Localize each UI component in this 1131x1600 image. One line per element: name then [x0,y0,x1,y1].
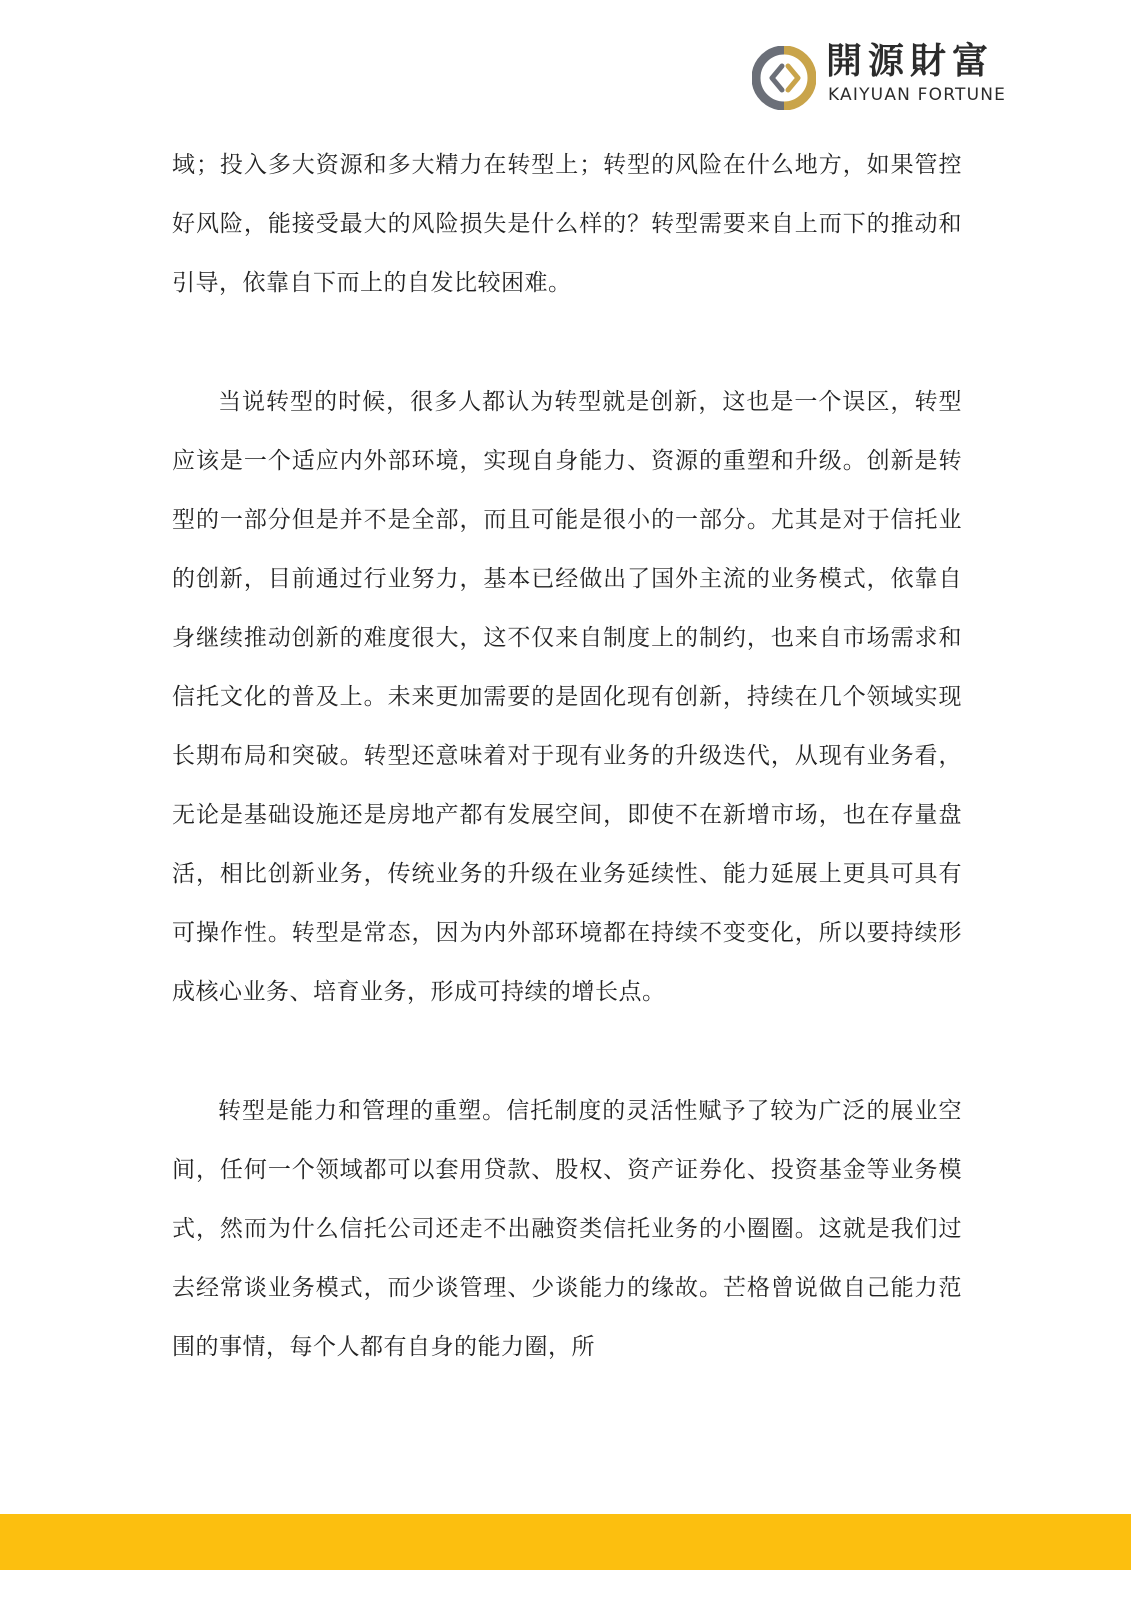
logo-chinese-name: 開源財富 [826,41,995,82]
company-logo [752,40,1052,112]
document-body [172,136,962,1377]
paragraph-1: 域；投入多大资源和多大精力在转型上；转型的风险在什么地方，如果管控好风险，能接受最大的风险损失是什么样的？转型需要来自上而下的推动和引导，依靠自下而上的自发比较困难。 [172,152,962,296]
footer-bar [0,1514,1131,1570]
kaiyuan-logo-icon [752,46,816,110]
paragraph-3: 转型是能力和管理的重塑。信托制度的灵活性赋予了较为广泛的展业空间，任何一个领域都可以套用贷款、股权、资产证券化、投资基金等业务模式，然而为什么信托公司还走不出融资类信托业务的小圈圈。这就是我们过去经常谈业务模式，而少谈管理、少谈能力的缘故。芒格曾说做自己能力范围的事情，每个人都有自身的能力圈，所 [172,1098,962,1360]
logo-english-name: KAIYUAN FORTUNE [828,85,1007,105]
paragraph-2: 当说转型的时候，很多人都认为转型就是创新，这也是一个误区，转型应该是一个适应内外部环境，实现自身能力、资源的重塑和升级。创新是转型的一部分但是并不是全部，而且可能是很小的一部分。尤其是对于信托业的创新，目前通过行业努力，基本已经做出了国外主流的业务模式，依靠自身继续推动创新的难度很大，这不仅来自制度上的制约，也来自市场需求和信托文化的普及上。未来更加需要的是固化现有创新，持续在几个领域实现长期布局和突破。转型还意味着对于现有业务的升级迭代，从现有业务看，无论是基础设施还是房地产都有发展空间，即使不在新增市场，也在存量盘活，相比创新业务，传统业务的升级在业务延续性、能力延展上更具可具有可操作性。转型是常态，因为内外部环境都在持续不变变化，所以要持续形成核心业务、培育业务，形成可持续的增长点。 [172,389,962,1005]
paragraph-gap [172,313,962,373]
paragraph-gap [172,1022,962,1082]
